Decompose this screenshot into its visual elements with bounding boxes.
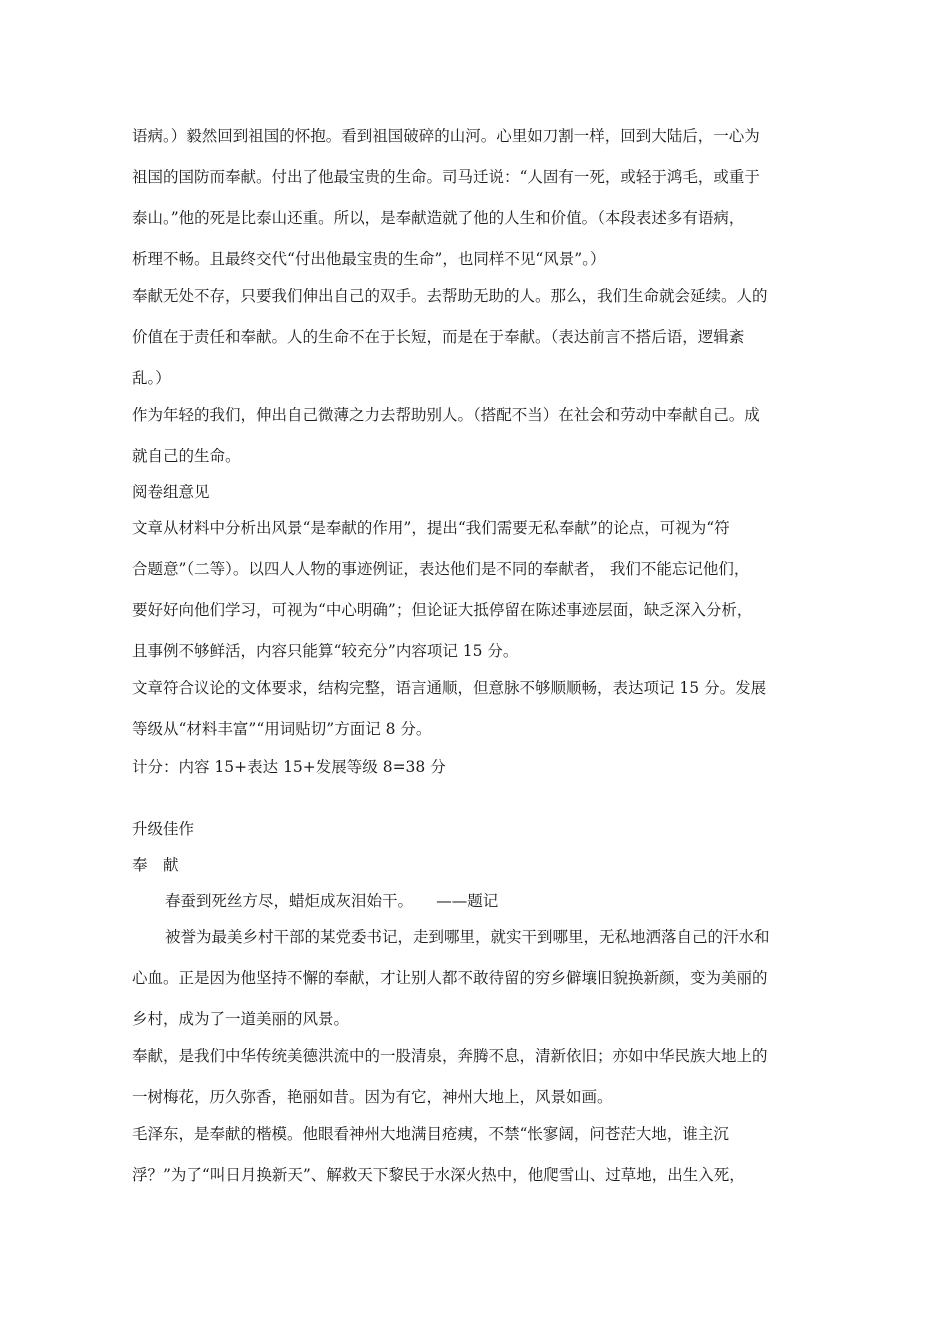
section-heading: 阅卷组意见 bbox=[132, 483, 210, 501]
text-line: 就自己的生命。 bbox=[132, 447, 241, 465]
text-line: 要好好向他们学习，可视为“中心明确”；但论证大抵停留在陈述事迹层面，缺乏深入分析， bbox=[132, 601, 753, 619]
text-line: 作为年轻的我们，伸出自己微薄之力去帮助别人。（搭配不当）在社会和劳动中奉献自己。成 bbox=[132, 406, 760, 424]
text-line: 文章符合议论的文体要求，结构完整，语言通顺，但意脉不够顺顺畅，表达项记 15 分。发展 bbox=[132, 679, 767, 697]
text-line: 语病。）毅然回到祖国的怀抱。看到祖国破碎的山河。心里如刀割一样，回到大陆后，一心为 bbox=[132, 127, 760, 145]
text-line: 一树梅花，历久弥香，艳丽如昔。因为有它，神州大地上，风景如画。 bbox=[132, 1088, 613, 1106]
text-line: 祖国的国防而奉献。付出了他最宝贵的生命。司马迁说：“人固有一死，或轻于鸿毛，或重于 bbox=[132, 168, 760, 186]
text-line: 乡村，成为了一道美丽的风景。 bbox=[132, 1010, 350, 1028]
text-line: 奉献，是我们中华传统美德洪流中的一股清泉，奔腾不息，清新依旧；亦如中华民族大地上的 bbox=[132, 1047, 768, 1065]
text-line: 文章从材料中分析出风景“是奉献的作用”，提出“我们需要无私奉献”的论点，可视为“符 bbox=[132, 519, 730, 537]
text-line: 等级从“材料丰富”“用词贴切”方面记 8 分。 bbox=[132, 720, 432, 738]
text-line: 合题意”（二等）。以四人人物的事迹例证，表达他们是不同的奉献者， 我们不能忘记他们， bbox=[132, 560, 750, 578]
text-line: 奉献无处不存，只要我们伸出自己的双手。去帮助无助的人。那么，我们生命就会延续。人的 bbox=[132, 287, 768, 305]
text-line: 且事例不够鲜活，内容只能算“较充分”内容项记 15 分。 bbox=[132, 642, 519, 660]
text-line: 泰山。”他的死是比泰山还重。所以，是奉献造就了他的人生和价值。（本段表述多有语病， bbox=[132, 209, 745, 227]
score-line: 计分：内容 15+表达 15+发展等级 8=38 分 bbox=[132, 758, 446, 776]
text-line: 心血。正是因为他坚持不懈的奉献，才让别人都不敢待留的穷乡僻壤旧貌换新颜，变为美丽的 bbox=[132, 969, 768, 987]
section-heading: 升级佳作 bbox=[132, 820, 195, 838]
text-line: 析理不畅。且最终交代“付出他最宝贵的生命”，也同样不见“风景”。） bbox=[132, 250, 606, 268]
text-line: 乱。） bbox=[132, 369, 171, 387]
text-line: 浮？”为了“叫日月换新天”、解救天下黎民于水深火热中，他爬雪山、过草地，出生入死， bbox=[132, 1166, 745, 1184]
epigraph: 春蚕到死丝方尽，蜡炬成灰泪始干。 ——题记 bbox=[165, 892, 499, 910]
text-line: 毛泽东，是奉献的楷模。他眼看神州大地满目疮痍，不禁“怅寥阔，问苍茫大地，谁主沉 bbox=[132, 1125, 729, 1143]
text-line: 被誉为最美乡村干部的某党委书记，走到哪里，就实干到哪里，无私地洒落自己的汗水和 bbox=[165, 928, 770, 946]
essay-title: 奉 献 bbox=[132, 856, 179, 874]
text-line: 价值在于责任和奉献。人的生命不在于长短，而是在于奉献。（表达前言不搭后语，逻辑紊 bbox=[132, 328, 745, 346]
